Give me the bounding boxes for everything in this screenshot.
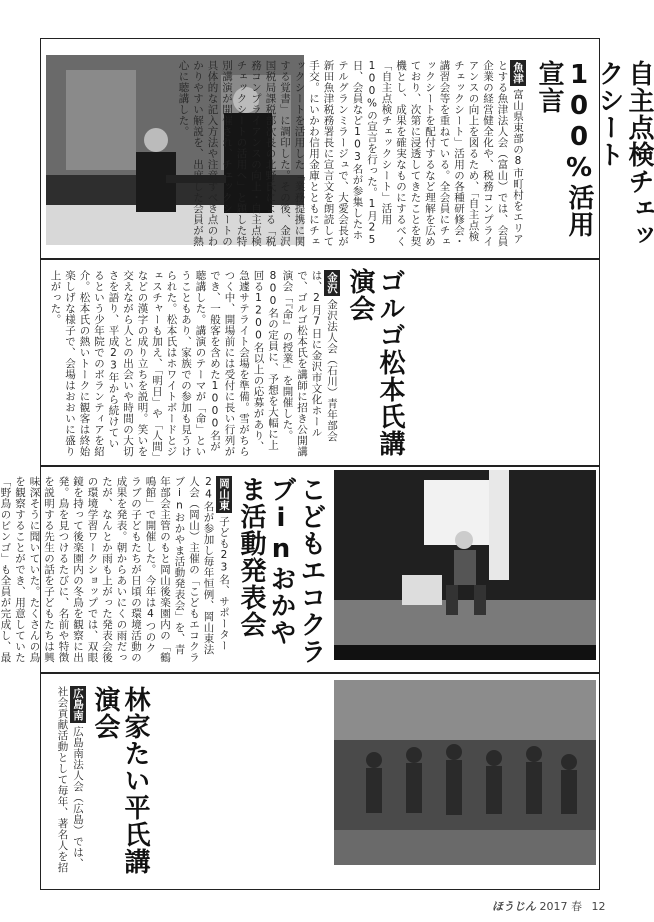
a1-body-top: 魚津富山県東部の8市町村をエリアとする魚津法人会（富山）では、会員企業の経営健全化や、税務コンプライアンスの向上を図るため、「自主点検チェックシート」活用の各種研修会・講習会等を重ねている。全会員にチェックシートを配付するなど理解を広めており、次第に浸透してきたことを契機とし、成果を確実なものにするべく「自主点検チェックシート」活用100%の宣言を行った。1月25日、会員など103名が参集したホテルグランミラージュで、大愛会長が新田魚津税務署長に宣言文を朗読して手交。にいかわ信用金庫とともにチェックシートを活用した「業務提携に関する覚書」に調印した。その後、金沢国税局課税部次長の北野氏による「税務コンプライアンスの向上・自主点検チェックシートの活用へ」と題した特別講演が開催され、チェックシートの具体的な記入方法や注意すべき点のわかりやすい解説を、出席した会員が熱心に聴講した。 — [177, 60, 524, 247]
a4-body: 広島南広島南法人会（広島）では、社会貢献活動として毎年、著名人を招 — [56, 686, 84, 873]
a1-region-tag: 魚津 — [510, 60, 527, 86]
a4-headline: 林家たい平氏講演会 — [90, 686, 150, 875]
a3-region-tag: 岡山東 — [216, 476, 233, 513]
magazine-name: ほうじん — [492, 900, 536, 913]
issue-season: 春 — [571, 900, 582, 913]
stage-photo — [334, 470, 596, 660]
a3-headline: こどもエコクラブinおかやま活動発表会 — [236, 476, 326, 665]
a1-headline: 自主点検チェックシート100%活用宣言 — [534, 60, 654, 249]
divider-2 — [40, 465, 600, 467]
page-footer — [492, 898, 606, 914]
birdwatching-photo — [334, 680, 596, 865]
page-number: 12 — [591, 900, 606, 913]
a2-headline: ゴルゴ松本氏講演会 — [345, 268, 405, 457]
a3-body: 岡山東子ども23名、サポーター24名が参加し毎年恒例、岡山東法人会（岡山）主催の「こどもエコクラブinおかやま活動発表会」を、青年部会主管のもと岡山後楽園内の「鶴鳴館」で開催した。今年は4つのクラブの子どもたちが日頃の環境活動の成果を発表。朝からあいにくの雨だったが、なんとか雨も上がった発表会後の環境学習ワークショップでは、双眼鏡を持って後楽園内の冬鳥を観察に出発。鳥を見つけるたびに、名前や特徴を説明する先生の話を子どもたちは興味深そうに聞いていた。たくさんの鳥を観察することができ、用意していた「野鳥のビンゴ」も全員が完成し、最 — [0, 476, 230, 663]
issue-year: 2017 — [539, 900, 568, 913]
a2-region-tag: 金沢 — [324, 270, 341, 296]
a2-body: 金沢金沢法人会（石川）青年部会は、2月7日に金沢市文化ホールで、ゴルゴ松本氏を講師に招き公開講演会「『命』の授業」を開催した。800名の定員に、予想を大幅に上回る1200名以上の応募があり、急遽サテライト会場を準備。雪がちらつく中、開場前には受付に長い行列ができ、一般客を含めた1000名が聴講した。講演のテーマが「命」ということもあり、家族での参加も見うけられた。松本氏はホワイトボードとジェスチャーも加え、「明日」や「人間」などの漢字の成り立ちを説明。笑いを交えながら人との出会いや時間の大切さを語り、平成23年から続けているという少年院でのボランティアを紹介。松本氏の熱いトークに観客は終始楽しげな様子で、会場はおおいに盛り上がった。 — [49, 270, 338, 458]
divider-1 — [40, 258, 600, 260]
divider-3 — [40, 672, 600, 674]
a4-region-tag: 広島南 — [70, 686, 87, 723]
